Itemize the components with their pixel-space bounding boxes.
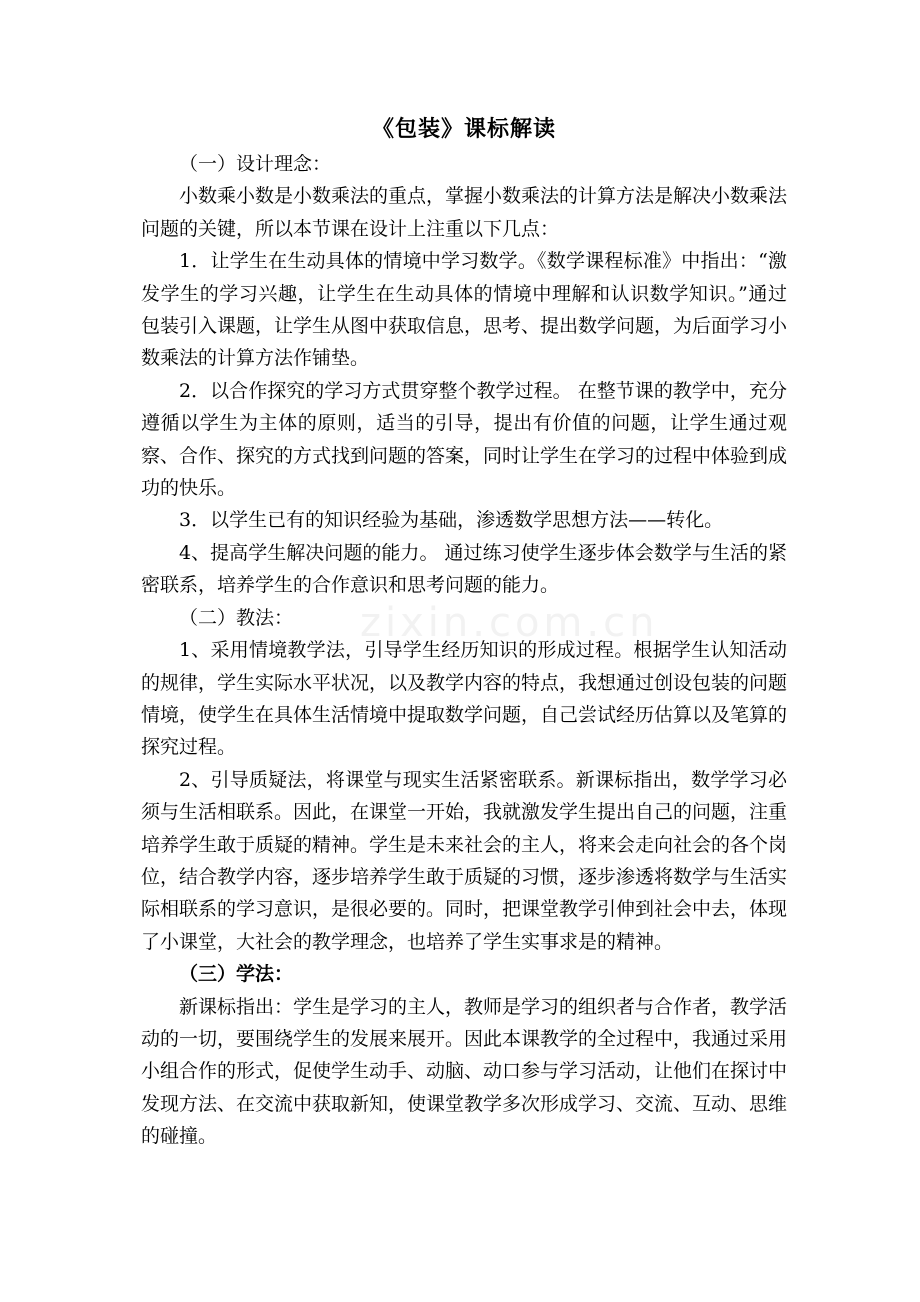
paragraph-teaching-2: 2、引导质疑法，将课堂与现实生活紧密联系。新课标指出，数学学习必须与生活相联系。因此，在课堂一开始，我就激发学生提出自己的问题，注重培养学生敢于质疑的精神。学生是未来社会的主人，将来会走向社会的各个岗位，结合教学内容，逐步培养学生敢于质疑的习惯，逐步渗透将数学与生活实际相联系的学习意识，是很必要的。同时，把课堂教学引伸到社会中去，体现了小课堂，大社会的教学理念，也培养了学生实事求是的精神。 xyxy=(141,768,788,953)
section-heading-design: （一）设计理念： xyxy=(179,153,332,175)
watermark: zixin.com.cn xyxy=(360,600,659,646)
section-heading-teaching: （二）教法： xyxy=(179,606,294,629)
paragraph-point-2: 2．以合作探究的学习方式贯穿整个教学过程。 在整节课的教学中，充分遵循以学生为主体的原则，适当的引导，提出有价值的问题，让学生通过观察、合作、探究的方式找到问题的答案，同时让学生在学习的过程中体验到成功的快乐。 xyxy=(141,379,788,500)
paragraph-teaching-1: 1、采用情境教学法，引导学生经历知识的形成过程。根据学生认知活动的规律，学生实际水平状况，以及教学内容的特点，我想通过创设包装的问题情境，使学生在具体生活情境中提取数学问题，自己尝试经历估算以及笔算的探究过程。 xyxy=(141,639,788,759)
section-heading-learning: （三）学法： xyxy=(179,963,294,986)
page-title: 《包装》课标解读 xyxy=(371,116,556,142)
paragraph-point-4: 4、提高学生解决问题的能力。 通过练习使学生逐步体会数学与生活的紧密联系，培养学生的合作意识和思考问题的能力。 xyxy=(141,541,787,597)
paragraph-intro: 小数乘小数是小数乘法的重点，掌握小数乘法的计算方法是解决小数乘法问题的关键，所以本节课在设计上注重以下几点： xyxy=(141,185,788,240)
paragraph-learning: 新课标指出：学生是学习的主人，教师是学习的组织者与合作者，教学活动的一切，要围绕学生的发展来展开。因此本课教学的全过程中，我通过采用小组合作的形式，促使学生动手、动脑、动口参与学习活动，让他们在探讨中发现方法、在交流中获取新知，使课堂教学多次形成学习、交流、互动、思维的碰撞。 xyxy=(141,995,788,1148)
paragraph-point-3: 3．以学生已有的知识经验为基础，渗透数学思想方法——转化。 xyxy=(179,509,724,532)
paragraph-point-1: 1．让学生在生动具体的情境中学习数学。《数学课程标准》中指出：“激发学生的学习兴趣，让学生在生动具体的情境中理解和认识数学知识。”通过包装引入课题，让学生从图中获取信息，思考、提出数学问题，为后面学习小数乘法的计算方法作铺垫。 xyxy=(141,250,788,370)
document-page xyxy=(141,112,787,1153)
